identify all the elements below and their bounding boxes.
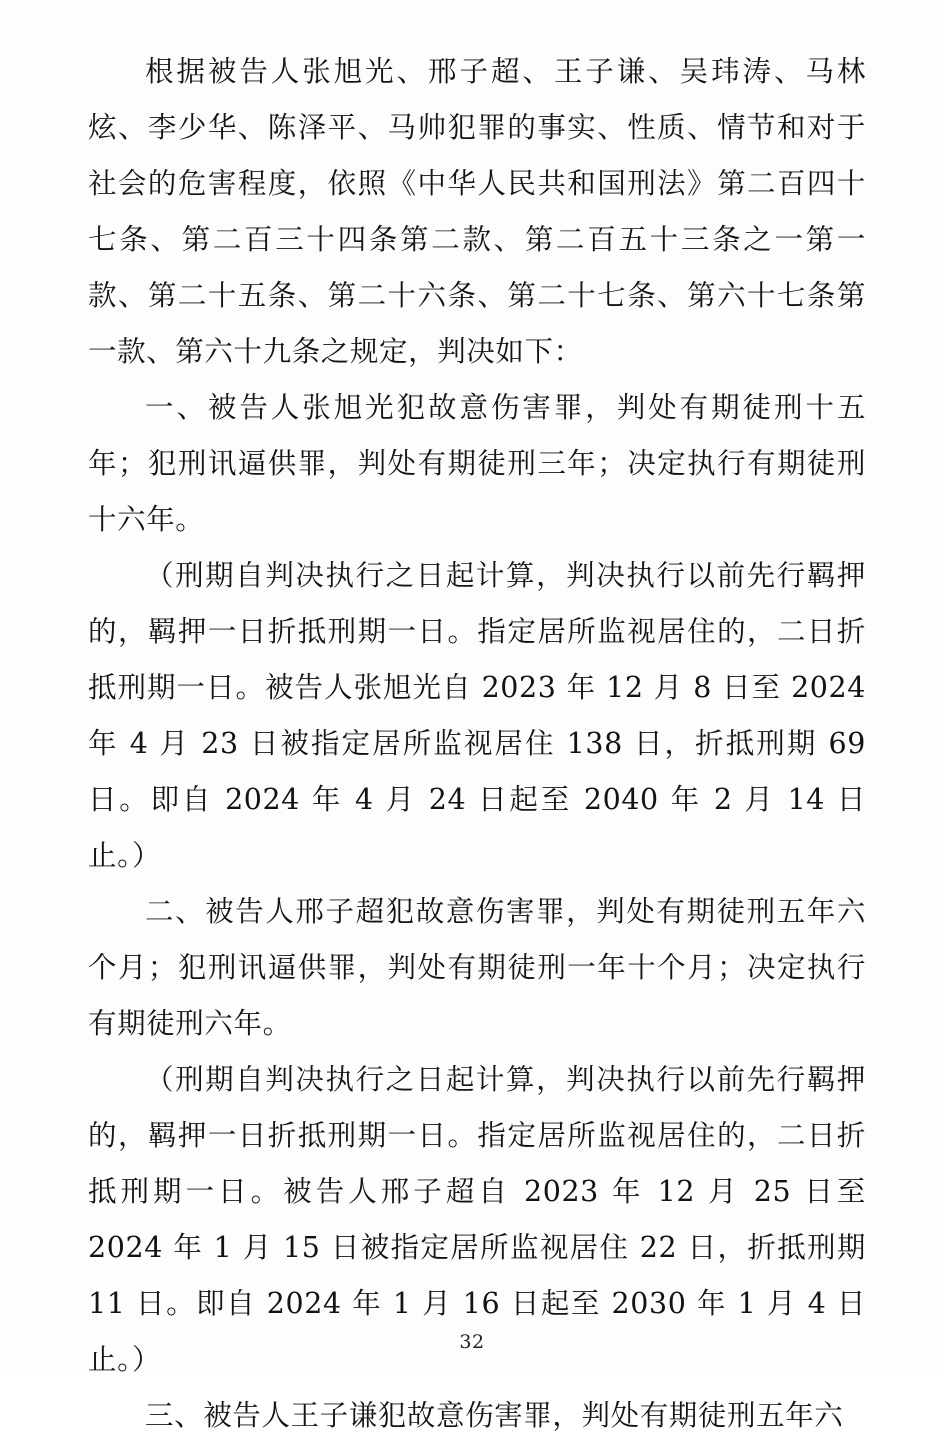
paragraph-sentencing-basis: 根据被告人张旭光、邢子超、王子谦、吴玮涛、马林炫、李少华、陈泽平、马帅犯罪的事实、性质、情节和对于社会的危害程度，依照《中华人民共和国刑法》第二百四十七条、第二百三十四条第二款、第二百五十三条之一第一款、第二十五条、第二十六条、第二十七条、第六十七条第一款、第六十九条之规定，判决如下：: [88, 55, 866, 368]
paragraph-defendant-1-term-note: （刑期自判决执行之日起计算，判决执行以前先行羁押的，羁押一日折抵刑期一日。指定居所监视居住的，二日折抵刑期一日。被告人张旭光自 2023 年 12 月 8 日至 2024 年 4 月 23 日被指定居所监视居住 138 日，折抵刑期 69 日。即自 2024 年 4 月 24 日起至 2040 年 2 月 14 日止。）: [88, 559, 866, 872]
paragraph-defendant-3-sentence: 三、被告人王子谦犯故意伤害罪，判处有期徒刑五年六: [145, 1399, 844, 1432]
document-body: [88, 44, 866, 1444]
paragraph-defendant-1-sentence: 一、被告人张旭光犯故意伤害罪，判处有期徒刑十五年；犯刑讯逼供罪，判处有期徒刑三年；决定执行有期徒刑十六年。: [88, 391, 866, 536]
page-number: 32: [459, 1331, 485, 1353]
paragraph-defendant-2-term-note: （刑期自判决执行之日起计算，判决执行以前先行羁押的，羁押一日折抵刑期一日。指定居所监视居住的，二日折抵刑期一日。被告人邢子超自 2023 年 12 月 25 日至 2024 年 1 月 15 日被指定居所监视居住 22 日，折抵刑期 11 日。即自 2024 年 1 月 16 日起至 2030 年 1 月 4 日止。）: [88, 1063, 866, 1376]
paragraph-defendant-2-sentence: 二、被告人邢子超犯故意伤害罪，判处有期徒刑五年六个月；犯刑讯逼供罪，判处有期徒刑一年十个月；决定执行有期徒刑六年。: [88, 895, 866, 1040]
